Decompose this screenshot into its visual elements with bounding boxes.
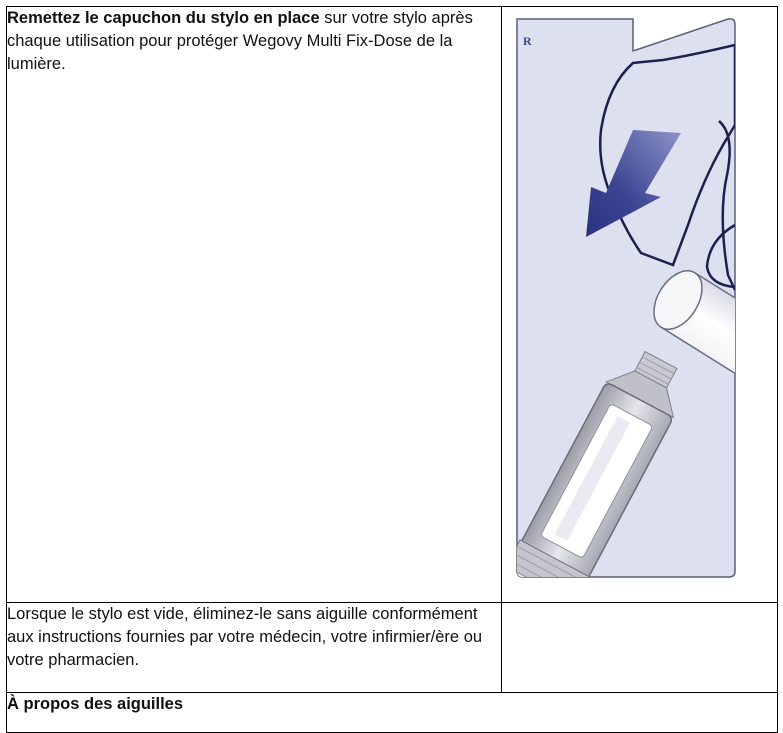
disposal-text-cell (7, 603, 502, 693)
section-heading: À propos des aiguilles (7, 693, 778, 733)
empty-cell (502, 603, 778, 693)
instruction-text: sur votre stylo après chaque utilisation pour protéger Wegovy Multi Fix-Dose de la lumière. (7, 9, 473, 73)
instruction-bold-text: Remettez le capuchon du stylo en place (7, 9, 320, 27)
pen-cap-illustration (513, 15, 761, 581)
illustration-cell (502, 7, 778, 603)
table-row (7, 603, 778, 693)
instruction-text-cell (7, 7, 502, 603)
instructions-table (6, 6, 778, 733)
corner-label: R (523, 34, 532, 48)
table-row (7, 7, 778, 603)
disposal-text: Lorsque le stylo est vide, éliminez-le sans aiguille conformément aux instructions fournies par votre médecin, votre infirmier/ère ou votre pharmacien. (7, 605, 483, 669)
